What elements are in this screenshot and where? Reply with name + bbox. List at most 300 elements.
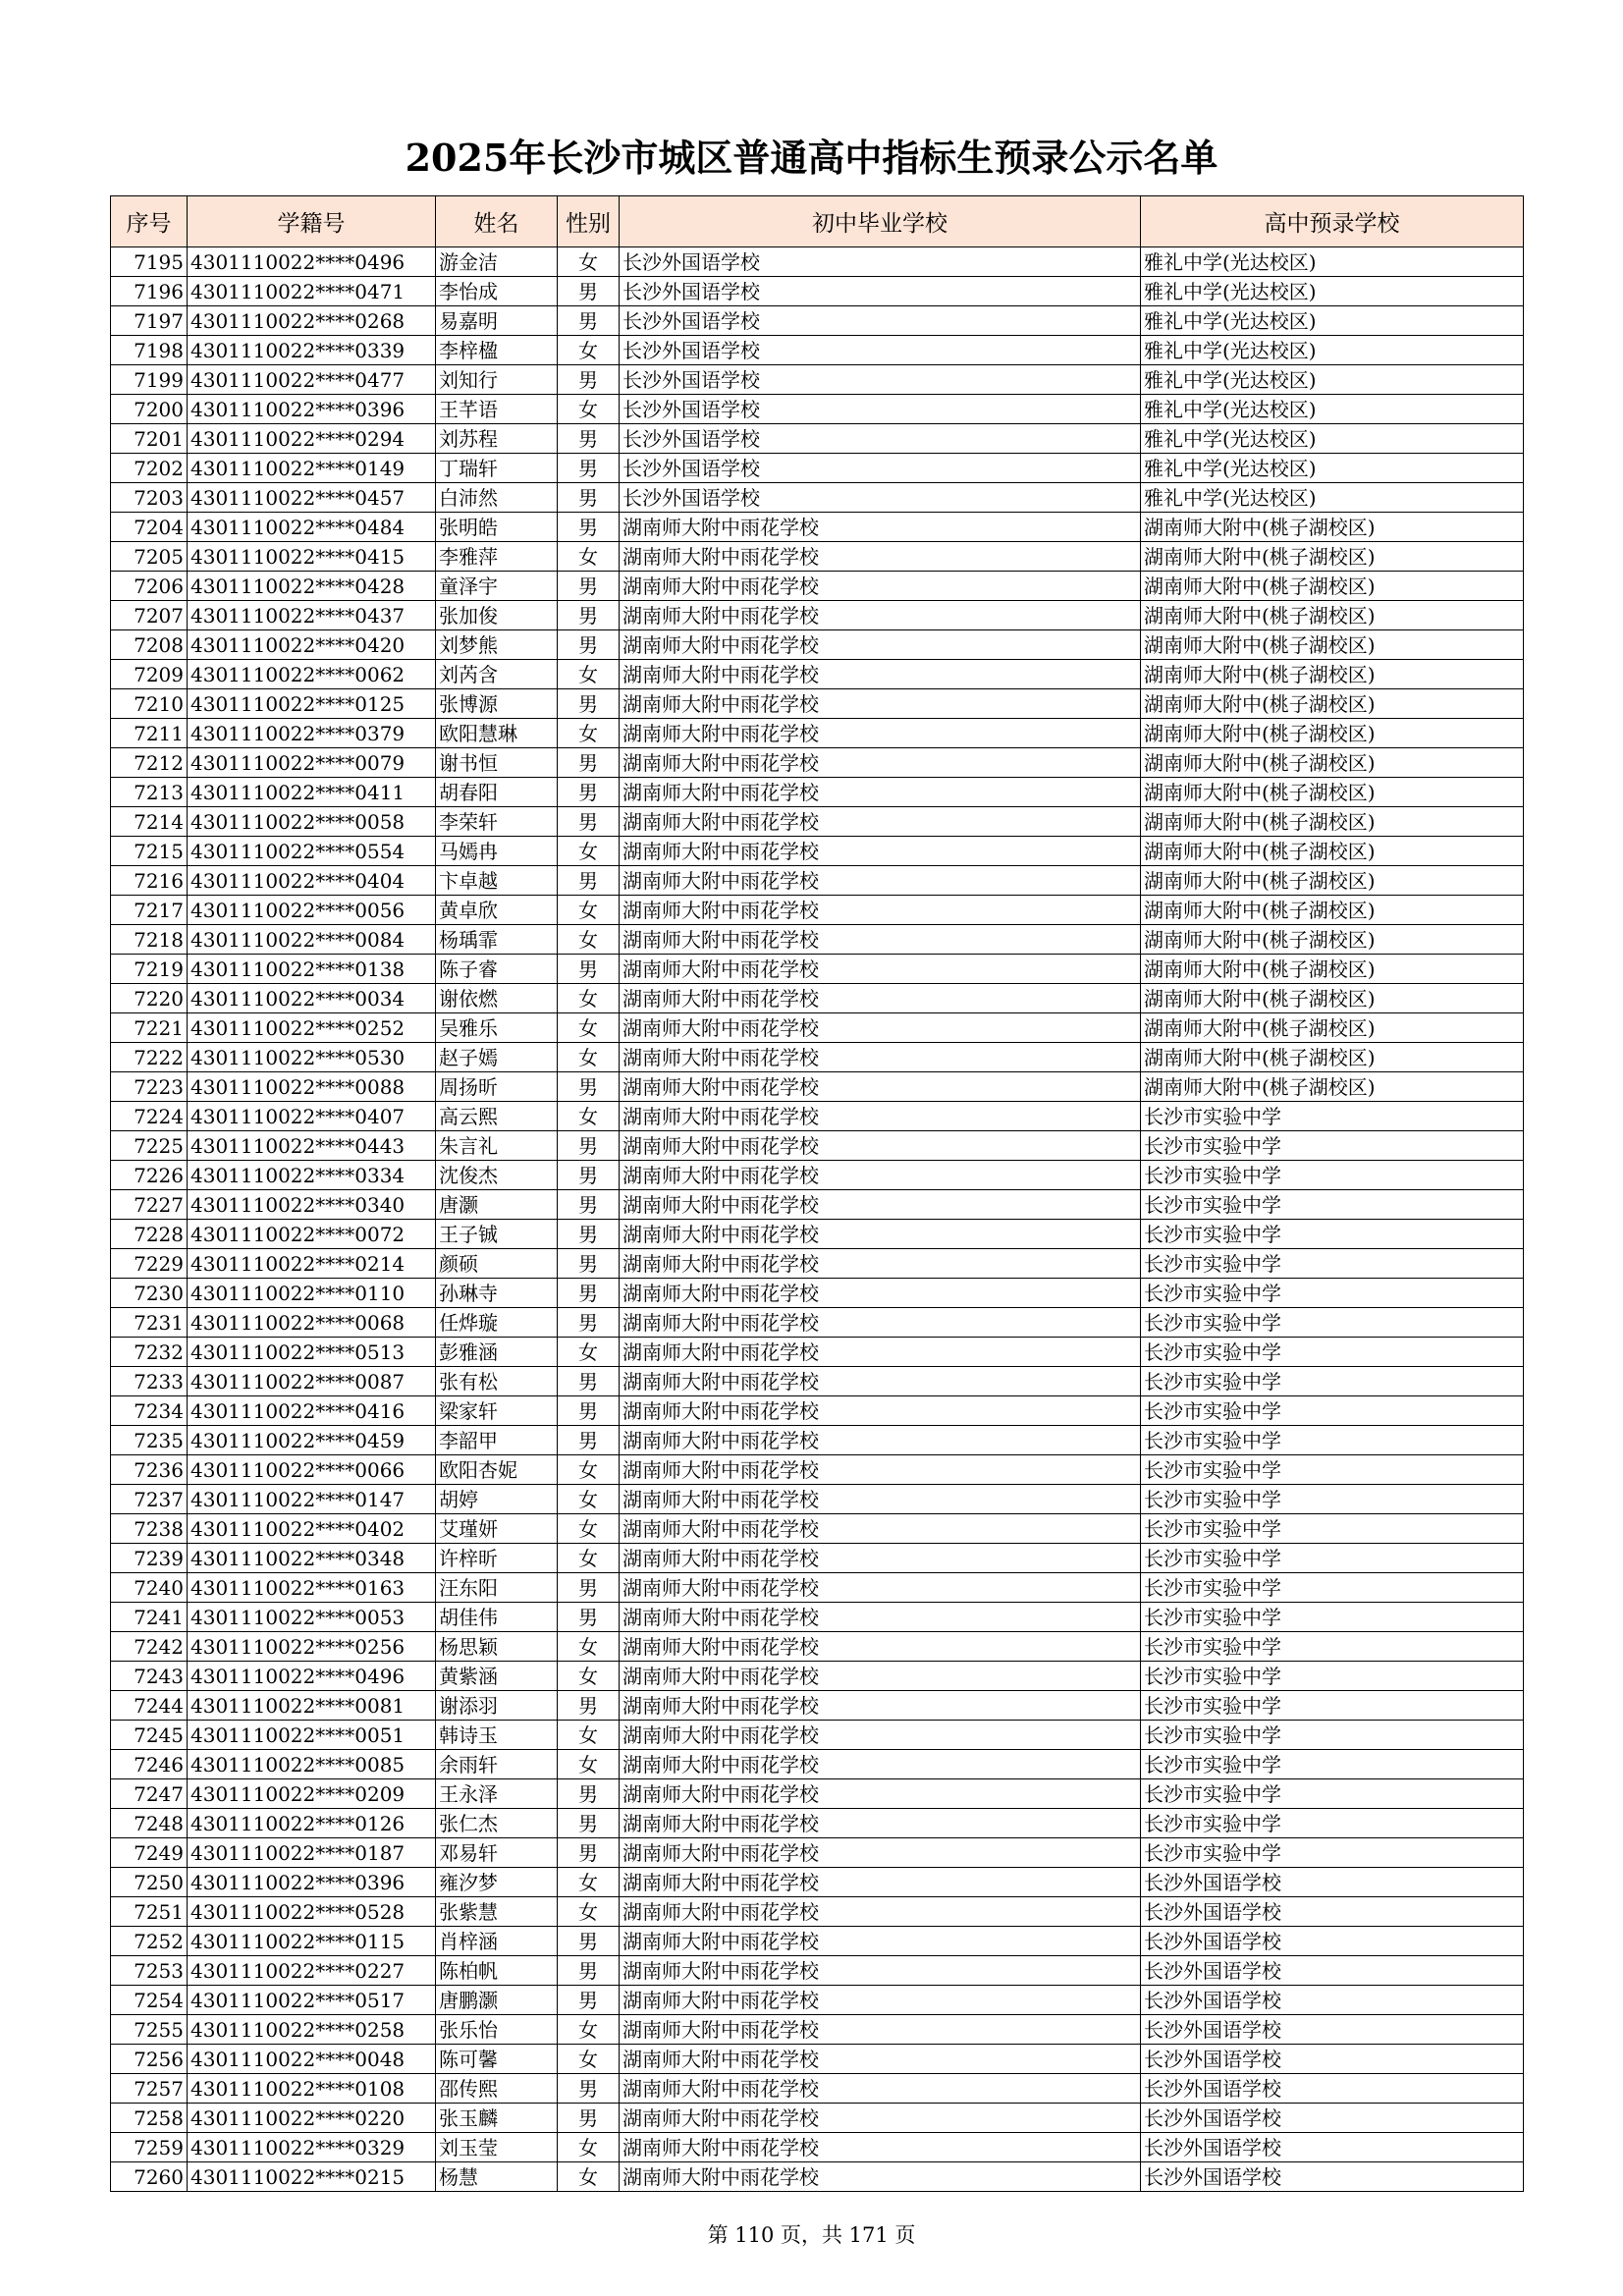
cell-student-id: 4301110022****0088 [188,1072,436,1102]
cell-seq: 7203 [111,483,188,513]
table-row [111,1161,1524,1190]
table-row [111,1573,1524,1603]
cell-gender: 男 [558,1072,620,1102]
cell-middle-school: 湖南师大附中雨花学校 [620,2045,1141,2074]
cell-student-id: 4301110022****0484 [188,513,436,542]
cell-middle-school: 长沙外国语学校 [620,395,1141,424]
cell-high-school: 湖南师大附中(桃子湖校区) [1141,866,1524,896]
cell-gender: 女 [558,719,620,748]
cell-gender: 男 [558,277,620,306]
cell-high-school: 雅礼中学(光达校区) [1141,454,1524,483]
cell-seq: 7202 [111,454,188,483]
cell-gender: 女 [558,2015,620,2045]
table-row [111,1455,1524,1485]
table-row [111,1072,1524,1102]
cell-middle-school: 湖南师大附中雨花学校 [620,1308,1141,1338]
cell-seq: 7237 [111,1485,188,1514]
cell-high-school: 长沙外国语学校 [1141,2162,1524,2192]
cell-high-school: 长沙外国语学校 [1141,2133,1524,2162]
cell-high-school: 湖南师大附中(桃子湖校区) [1141,572,1524,601]
cell-seq: 7251 [111,1897,188,1927]
cell-high-school: 长沙市实验中学 [1141,1809,1524,1838]
cell-gender: 男 [558,1279,620,1308]
cell-name: 张明皓 [436,513,558,542]
table-row [111,1632,1524,1662]
cell-seq: 7201 [111,424,188,454]
cell-name: 谢书恒 [436,748,558,778]
cell-seq: 7227 [111,1190,188,1220]
cell-student-id: 4301110022****0053 [188,1603,436,1632]
page-footer: 第 110 页，共 171 页 [707,2223,916,2247]
table-row [111,1603,1524,1632]
cell-student-id: 4301110022****0379 [188,719,436,748]
cell-name: 丁瑞轩 [436,454,558,483]
cell-student-id: 4301110022****0163 [188,1573,436,1603]
cell-high-school: 长沙市实验中学 [1141,1338,1524,1367]
cell-seq: 7258 [111,2104,188,2133]
cell-middle-school: 长沙外国语学校 [620,424,1141,454]
cell-high-school: 长沙市实验中学 [1141,1249,1524,1279]
cell-gender: 男 [558,2104,620,2133]
table-row [111,572,1524,601]
cell-student-id: 4301110022****0126 [188,1809,436,1838]
cell-seq: 7248 [111,1809,188,1838]
cell-high-school: 长沙外国语学校 [1141,1986,1524,2015]
cell-gender: 女 [558,1544,620,1573]
cell-gender: 男 [558,1396,620,1426]
cell-name: 刘知行 [436,365,558,395]
cell-seq: 7215 [111,837,188,866]
cell-high-school: 长沙外国语学校 [1141,1868,1524,1897]
cell-gender: 男 [558,601,620,630]
cell-name: 张博源 [436,689,558,719]
cell-middle-school: 长沙外国语学校 [620,306,1141,336]
cell-middle-school: 湖南师大附中雨花学校 [620,1691,1141,1721]
cell-middle-school: 湖南师大附中雨花学校 [620,2162,1141,2192]
cell-middle-school: 湖南师大附中雨花学校 [620,1986,1141,2015]
table-row [111,336,1524,365]
cell-seq: 7223 [111,1072,188,1102]
cell-student-id: 4301110022****0437 [188,601,436,630]
cell-student-id: 4301110022****0554 [188,837,436,866]
cell-name: 邓易轩 [436,1838,558,1868]
cell-middle-school: 湖南师大附中雨花学校 [620,1662,1141,1691]
cell-student-id: 4301110022****0215 [188,2162,436,2192]
cell-middle-school: 湖南师大附中雨花学校 [620,1514,1141,1544]
cell-gender: 男 [558,955,620,984]
cell-gender: 男 [558,513,620,542]
cell-seq: 7240 [111,1573,188,1603]
cell-seq: 7209 [111,660,188,689]
cell-middle-school: 湖南师大附中雨花学校 [620,1338,1141,1367]
cell-middle-school: 湖南师大附中雨花学校 [620,1043,1141,1072]
cell-middle-school: 湖南师大附中雨花学校 [620,1249,1141,1279]
cell-middle-school: 长沙外国语学校 [620,483,1141,513]
cell-gender: 男 [558,1691,620,1721]
cell-high-school: 雅礼中学(光达校区) [1141,277,1524,306]
cell-high-school: 长沙外国语学校 [1141,2074,1524,2104]
cell-seq: 7224 [111,1102,188,1131]
cell-student-id: 4301110022****0339 [188,336,436,365]
cell-student-id: 4301110022****0214 [188,1249,436,1279]
table-row [111,1279,1524,1308]
cell-high-school: 长沙市实验中学 [1141,1396,1524,1426]
cell-seq: 7233 [111,1367,188,1396]
cell-gender: 男 [558,689,620,719]
cell-gender: 男 [558,630,620,660]
cell-student-id: 4301110022****0147 [188,1485,436,1514]
cell-seq: 7225 [111,1131,188,1161]
cell-high-school: 长沙市实验中学 [1141,1514,1524,1544]
cell-gender: 男 [558,866,620,896]
cell-student-id: 4301110022****0220 [188,2104,436,2133]
cell-middle-school: 湖南师大附中雨花学校 [620,1897,1141,1927]
table-row [111,1485,1524,1514]
table-row [111,2162,1524,2192]
cell-name: 张仁杰 [436,1809,558,1838]
cell-seq: 7207 [111,601,188,630]
cell-name: 余雨轩 [436,1750,558,1779]
table-row [111,1956,1524,1986]
cell-name: 李荣轩 [436,807,558,837]
cell-middle-school: 湖南师大附中雨花学校 [620,2133,1141,2162]
cell-gender: 女 [558,925,620,955]
cell-seq: 7221 [111,1013,188,1043]
cell-student-id: 4301110022****0081 [188,1691,436,1721]
cell-middle-school: 湖南师大附中雨花学校 [620,572,1141,601]
cell-gender: 女 [558,336,620,365]
table-row [111,395,1524,424]
cell-student-id: 4301110022****0294 [188,424,436,454]
cell-middle-school: 湖南师大附中雨花学校 [620,837,1141,866]
cell-student-id: 4301110022****0115 [188,1927,436,1956]
cell-gender: 女 [558,395,620,424]
cell-gender: 男 [558,1426,620,1455]
cell-middle-school: 湖南师大附中雨花学校 [620,807,1141,837]
cell-name: 易嘉明 [436,306,558,336]
cell-student-id: 4301110022****0415 [188,542,436,572]
cell-high-school: 湖南师大附中(桃子湖校区) [1141,513,1524,542]
col-header-name: 姓名 [436,196,558,247]
cell-student-id: 4301110022****0048 [188,2045,436,2074]
cell-middle-school: 湖南师大附中雨花学校 [620,1102,1141,1131]
cell-name: 吴雅乐 [436,1013,558,1043]
cell-seq: 7260 [111,2162,188,2192]
cell-middle-school: 湖南师大附中雨花学校 [620,2074,1141,2104]
cell-middle-school: 湖南师大附中雨花学校 [620,748,1141,778]
cell-gender: 女 [558,1632,620,1662]
cell-middle-school: 湖南师大附中雨花学校 [620,1544,1141,1573]
cell-gender: 女 [558,542,620,572]
cell-student-id: 4301110022****0138 [188,955,436,984]
cell-seq: 7216 [111,866,188,896]
cell-gender: 男 [558,365,620,395]
cell-gender: 男 [558,1190,620,1220]
cell-name: 张有松 [436,1367,558,1396]
cell-name: 童泽宇 [436,572,558,601]
cell-gender: 男 [558,1573,620,1603]
cell-middle-school: 湖南师大附中雨花学校 [620,1279,1141,1308]
cell-gender: 男 [558,306,620,336]
cell-high-school: 湖南师大附中(桃子湖校区) [1141,1072,1524,1102]
cell-seq: 7200 [111,395,188,424]
cell-gender: 女 [558,1662,620,1691]
cell-seq: 7213 [111,778,188,807]
cell-gender: 男 [558,1986,620,2015]
cell-name: 杨瑀霏 [436,925,558,955]
cell-gender: 男 [558,572,620,601]
cell-student-id: 4301110022****0411 [188,778,436,807]
cell-seq: 7245 [111,1721,188,1750]
table-row [111,1544,1524,1573]
cell-seq: 7214 [111,807,188,837]
header-row [111,196,1524,247]
cell-name: 梁家轩 [436,1396,558,1426]
cell-name: 马嫣冉 [436,837,558,866]
cell-middle-school: 湖南师大附中雨花学校 [620,1161,1141,1190]
cell-student-id: 4301110022****0058 [188,807,436,837]
cell-student-id: 4301110022****0396 [188,1868,436,1897]
cell-gender: 女 [558,247,620,277]
cell-name: 赵子嫣 [436,1043,558,1072]
cell-student-id: 4301110022****0084 [188,925,436,955]
cell-student-id: 4301110022****0471 [188,277,436,306]
table-row [111,1838,1524,1868]
cell-middle-school: 湖南师大附中雨花学校 [620,2104,1141,2133]
cell-seq: 7204 [111,513,188,542]
cell-seq: 7236 [111,1455,188,1485]
cell-name: 欧阳杏妮 [436,1455,558,1485]
cell-high-school: 湖南师大附中(桃子湖校区) [1141,1043,1524,1072]
cell-middle-school: 湖南师大附中雨花学校 [620,778,1141,807]
cell-student-id: 4301110022****0110 [188,1279,436,1308]
cell-student-id: 4301110022****0530 [188,1043,436,1072]
cell-middle-school: 湖南师大附中雨花学校 [620,1927,1141,1956]
cell-middle-school: 湖南师大附中雨花学校 [620,925,1141,955]
cell-gender: 女 [558,837,620,866]
cell-high-school: 湖南师大附中(桃子湖校区) [1141,542,1524,572]
cell-middle-school: 湖南师大附中雨花学校 [620,1367,1141,1396]
cell-gender: 男 [558,1779,620,1809]
cell-seq: 7206 [111,572,188,601]
cell-high-school: 湖南师大附中(桃子湖校区) [1141,955,1524,984]
cell-gender: 男 [558,1249,620,1279]
cell-gender: 男 [558,1367,620,1396]
cell-high-school: 湖南师大附中(桃子湖校区) [1141,660,1524,689]
table-row [111,1779,1524,1809]
table-row [111,1396,1524,1426]
cell-seq: 7238 [111,1514,188,1544]
cell-name: 张乐怡 [436,2015,558,2045]
cell-middle-school: 长沙外国语学校 [620,277,1141,306]
cell-seq: 7197 [111,306,188,336]
cell-high-school: 长沙外国语学校 [1141,1927,1524,1956]
cell-gender: 男 [558,1220,620,1249]
cell-name: 许梓昕 [436,1544,558,1573]
cell-student-id: 4301110022****0416 [188,1396,436,1426]
col-header-student-id: 学籍号 [188,196,436,247]
cell-student-id: 4301110022****0496 [188,1662,436,1691]
cell-high-school: 长沙市实验中学 [1141,1279,1524,1308]
cell-name: 艾瑾妍 [436,1514,558,1544]
cell-student-id: 4301110022****0334 [188,1161,436,1190]
cell-name: 沈俊杰 [436,1161,558,1190]
table-row [111,925,1524,955]
cell-middle-school: 湖南师大附中雨花学校 [620,1485,1141,1514]
col-header-high-school: 高中预录学校 [1141,196,1524,247]
cell-name: 杨慧 [436,2162,558,2192]
table-row [111,1308,1524,1338]
table-row [111,2074,1524,2104]
cell-seq: 7212 [111,748,188,778]
cell-gender: 男 [558,1603,620,1632]
cell-middle-school: 湖南师大附中雨花学校 [620,1721,1141,1750]
cell-student-id: 4301110022****0187 [188,1838,436,1868]
cell-high-school: 长沙市实验中学 [1141,1102,1524,1131]
cell-high-school: 雅礼中学(光达校区) [1141,336,1524,365]
table-row [111,660,1524,689]
cell-gender: 女 [558,1102,620,1131]
cell-middle-school: 湖南师大附中雨花学校 [620,1868,1141,1897]
cell-name: 李雅萍 [436,542,558,572]
cell-seq: 7246 [111,1750,188,1779]
cell-middle-school: 湖南师大附中雨花学校 [620,542,1141,572]
cell-name: 张玉麟 [436,2104,558,2133]
cell-name: 杨思颖 [436,1632,558,1662]
table-row [111,601,1524,630]
cell-gender: 男 [558,1809,620,1838]
cell-student-id: 4301110022****0329 [188,2133,436,2162]
cell-middle-school: 湖南师大附中雨花学校 [620,1455,1141,1485]
table-row [111,1367,1524,1396]
admission-list-table [110,195,1524,2192]
cell-high-school: 长沙外国语学校 [1141,1956,1524,1986]
cell-student-id: 4301110022****0528 [188,1897,436,1927]
cell-student-id: 4301110022****0340 [188,1190,436,1220]
cell-student-id: 4301110022****0066 [188,1455,436,1485]
table-row [111,630,1524,660]
table-row [111,277,1524,306]
cell-name: 陈柏帆 [436,1956,558,1986]
cell-student-id: 4301110022****0268 [188,306,436,336]
cell-seq: 7218 [111,925,188,955]
cell-name: 唐灏 [436,1190,558,1220]
table-row [111,542,1524,572]
table-row [111,719,1524,748]
cell-student-id: 4301110022****0428 [188,572,436,601]
cell-student-id: 4301110022****0404 [188,866,436,896]
cell-name: 周扬昕 [436,1072,558,1102]
cell-gender: 女 [558,1750,620,1779]
cell-middle-school: 湖南师大附中雨花学校 [620,1072,1141,1102]
cell-middle-school: 长沙外国语学校 [620,365,1141,395]
table-row [111,1220,1524,1249]
cell-student-id: 4301110022****0517 [188,1986,436,2015]
cell-gender: 男 [558,748,620,778]
cell-middle-school: 长沙外国语学校 [620,247,1141,277]
cell-middle-school: 湖南师大附中雨花学校 [620,1956,1141,1986]
cell-high-school: 长沙市实验中学 [1141,1485,1524,1514]
cell-student-id: 4301110022****0459 [188,1426,436,1455]
cell-name: 彭雅涵 [436,1338,558,1367]
table-row [111,1897,1524,1927]
cell-seq: 7220 [111,984,188,1013]
cell-high-school: 湖南师大附中(桃子湖校区) [1141,689,1524,719]
cell-high-school: 长沙市实验中学 [1141,1455,1524,1485]
cell-high-school: 长沙外国语学校 [1141,2104,1524,2133]
cell-student-id: 4301110022****0108 [188,2074,436,2104]
cell-seq: 7249 [111,1838,188,1868]
cell-gender: 男 [558,424,620,454]
cell-student-id: 4301110022****0125 [188,689,436,719]
table-row [111,1809,1524,1838]
cell-high-school: 雅礼中学(光达校区) [1141,247,1524,277]
cell-student-id: 4301110022****0149 [188,454,436,483]
cell-gender: 男 [558,778,620,807]
cell-seq: 7196 [111,277,188,306]
cell-high-school: 长沙市实验中学 [1141,1544,1524,1573]
cell-high-school: 湖南师大附中(桃子湖校区) [1141,748,1524,778]
table-row [111,1102,1524,1131]
cell-gender: 男 [558,807,620,837]
table-row [111,2133,1524,2162]
cell-gender: 男 [558,1131,620,1161]
cell-high-school: 长沙市实验中学 [1141,1750,1524,1779]
cell-high-school: 长沙市实验中学 [1141,1131,1524,1161]
cell-name: 肖梓涵 [436,1927,558,1956]
cell-name: 张加俊 [436,601,558,630]
cell-middle-school: 湖南师大附中雨花学校 [620,1632,1141,1662]
cell-high-school: 长沙市实验中学 [1141,1838,1524,1868]
cell-seq: 7210 [111,689,188,719]
table-header [111,196,1524,247]
cell-seq: 7253 [111,1956,188,1986]
table-row [111,2045,1524,2074]
cell-name: 王子铖 [436,1220,558,1249]
cell-seq: 7239 [111,1544,188,1573]
cell-middle-school: 湖南师大附中雨花学校 [620,513,1141,542]
cell-name: 任烨璇 [436,1308,558,1338]
table-row [111,513,1524,542]
table-row [111,689,1524,719]
cell-high-school: 长沙市实验中学 [1141,1190,1524,1220]
table-row [111,807,1524,837]
cell-middle-school: 湖南师大附中雨花学校 [620,689,1141,719]
cell-middle-school: 湖南师大附中雨花学校 [620,719,1141,748]
cell-gender: 女 [558,1013,620,1043]
cell-middle-school: 湖南师大附中雨花学校 [620,1131,1141,1161]
cell-gender: 女 [558,1721,620,1750]
cell-gender: 女 [558,1868,620,1897]
cell-middle-school: 湖南师大附中雨花学校 [620,984,1141,1013]
cell-name: 卞卓越 [436,866,558,896]
cell-seq: 7252 [111,1927,188,1956]
cell-gender: 男 [558,483,620,513]
cell-high-school: 长沙市实验中学 [1141,1603,1524,1632]
cell-name: 胡春阳 [436,778,558,807]
cell-name: 陈可馨 [436,2045,558,2074]
cell-seq: 7244 [111,1691,188,1721]
cell-seq: 7226 [111,1161,188,1190]
table-row [111,1043,1524,1072]
cell-student-id: 4301110022****0496 [188,247,436,277]
cell-seq: 7234 [111,1396,188,1426]
cell-student-id: 4301110022****0056 [188,896,436,925]
cell-gender: 女 [558,984,620,1013]
cell-high-school: 湖南师大附中(桃子湖校区) [1141,1013,1524,1043]
cell-high-school: 长沙外国语学校 [1141,1897,1524,1927]
cell-middle-school: 湖南师大附中雨花学校 [620,866,1141,896]
